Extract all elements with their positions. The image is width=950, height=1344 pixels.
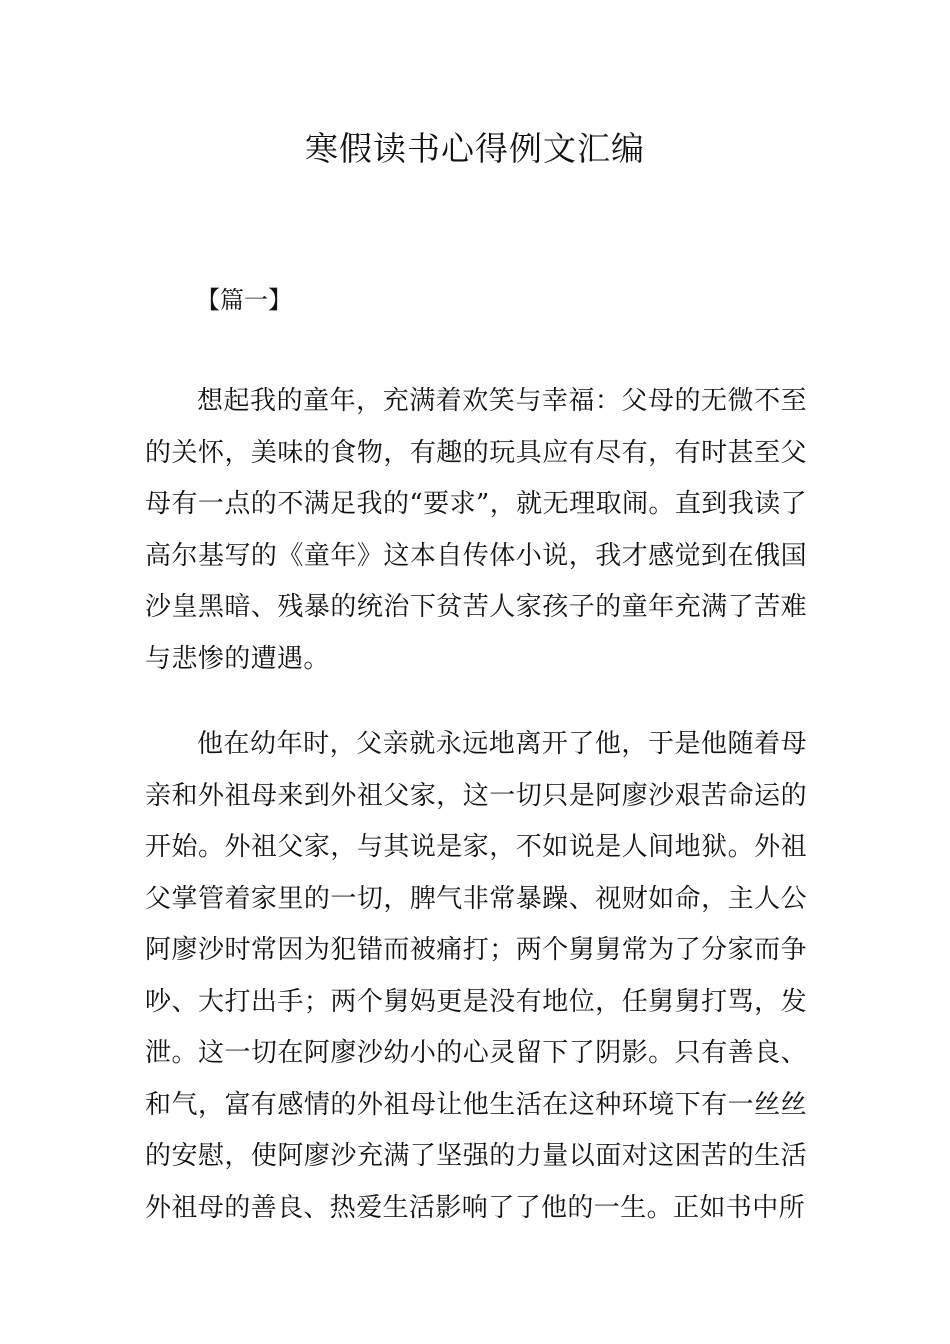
paragraph-1: 想起我的童年，充满着欢笑与幸福：父母的无微不至的关怀，美味的食物，有趣的玩具应有尽有，有时甚至父母有一点的不满足我的“要求”，就无理取闹。直到我读了高尔基写的《童年》这本自传体小说，我才感觉到在俄国沙皇黑暗、残暴的统治下贫苦人家孩子的童年充满了苦难与悲惨的遭遇。 bbox=[145, 386, 807, 674]
section-label: 【篇一】 bbox=[196, 286, 292, 314]
paragraph-2: 他在幼年时，父亲就永远地离开了他，于是他随着母亲和外祖母来到外祖父家，这一切只是阿廖沙艰苦命运的开始。外祖父家，与其说是家，不如说是人间地狱。外祖父掌管着家里的一切，脾气非常暴躁、视财如命，主人公阿廖沙时常因为犯错而被痛打；两个舅舅常为了分家而争吵、大打出手；两个舅妈更是没有地位，任舅舅打骂，发泄。这一切在阿廖沙幼小的心灵留下了阴影。只有善良、和气，富有感情的外祖母让他生活在这种环境下有一丝丝的安慰，使阿廖沙充满了坚强的力量以面对这困苦的生活外祖母的善良、热爱生活影响了了他的一生。正如书中所 bbox=[145, 729, 807, 1223]
document-title: 寒假读书心得例文汇编 bbox=[305, 129, 645, 168]
